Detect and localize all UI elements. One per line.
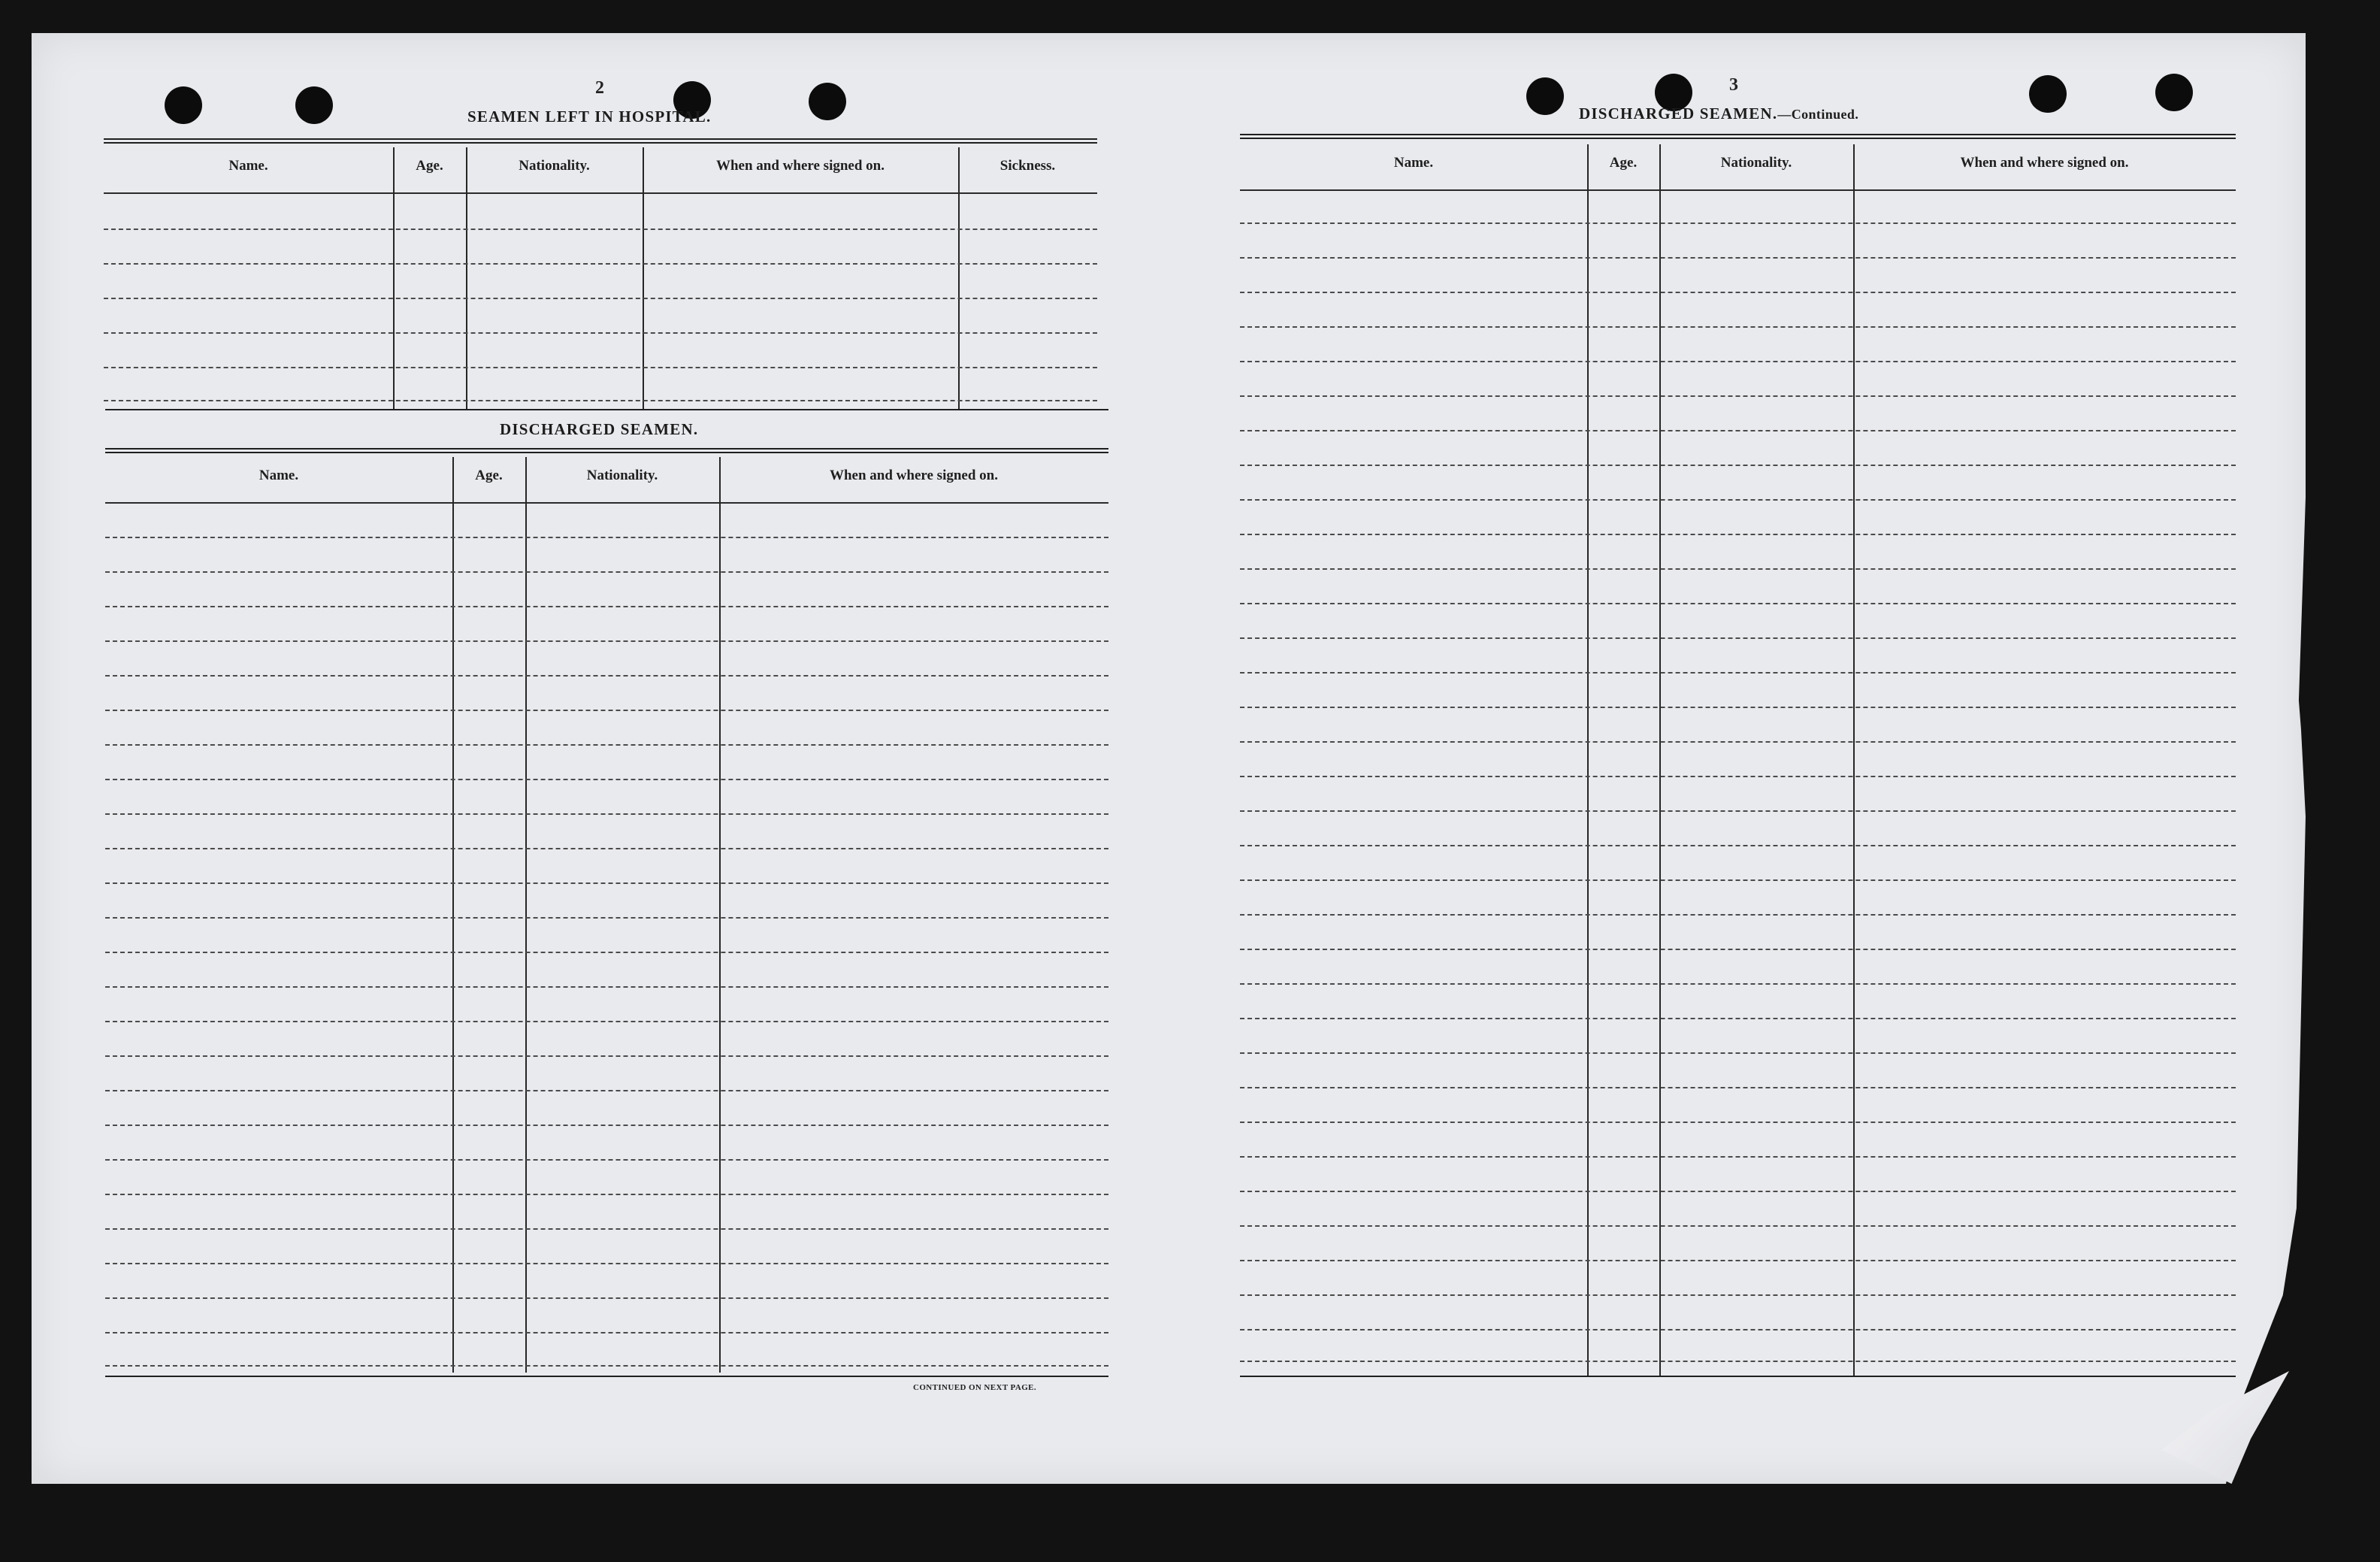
discharged-table: [105, 409, 1108, 1380]
entry-line: [105, 986, 1108, 988]
title-suffix: —Continued.: [1777, 107, 1859, 122]
entry-line: [1240, 222, 2236, 224]
entry-line: [105, 1263, 1108, 1264]
entry-line: [1240, 1122, 2236, 1123]
entry-line: [105, 1125, 1108, 1126]
entry-line: [1240, 1191, 2236, 1192]
entry-line: [104, 263, 1097, 265]
entry-line: [1240, 983, 2236, 985]
entry-line: [1240, 672, 2236, 674]
column-divider: [393, 147, 395, 410]
punch-hole: [2029, 75, 2067, 113]
entry-line: [105, 1021, 1108, 1022]
column-header-age: Age.: [416, 158, 443, 174]
header-rule: [105, 502, 1108, 504]
discharged-continued-table: [1240, 134, 2236, 1380]
column-divider: [958, 147, 960, 410]
column-header-name: Name.: [259, 468, 299, 483]
entry-line: [1240, 914, 2236, 916]
entry-line: [1240, 845, 2236, 846]
column-header-signed-on: When and where signed on.: [715, 158, 885, 174]
entry-line: [105, 1090, 1108, 1091]
entry-line: [1240, 1087, 2236, 1088]
column-header-signed-on: When and where signed on.: [1960, 155, 2129, 171]
entry-line: [105, 1055, 1108, 1057]
entry-line: [105, 848, 1108, 849]
entry-line: [1240, 741, 2236, 743]
column-divider: [452, 457, 454, 1373]
punch-hole: [295, 86, 333, 124]
punch-hole: [1526, 77, 1564, 115]
entry-line: [105, 710, 1108, 711]
column-divider: [1853, 144, 1855, 1377]
entry-line: [104, 400, 1097, 401]
table-bottom-rule: [1240, 1376, 2236, 1377]
entry-line: [105, 952, 1108, 953]
entry-line: [1240, 568, 2236, 570]
column-divider: [1659, 144, 1661, 1377]
discharged-section-title: DISCHARGED SEAMEN.: [500, 420, 699, 438]
header-rule: [104, 192, 1097, 194]
column-header-signed-on: When and where signed on.: [829, 468, 998, 483]
entry-line: [105, 1194, 1108, 1195]
entry-line: [104, 332, 1097, 334]
hospital-section-title: SEAMEN LEFT IN HOSPITAL.: [467, 107, 712, 126]
column-divider: [525, 457, 527, 1373]
punch-hole: [809, 83, 846, 120]
entry-line: [1240, 465, 2236, 466]
entry-line: [1240, 1225, 2236, 1227]
table-top-rule: [1240, 134, 2236, 139]
table-top-rule: [104, 138, 1097, 144]
column-header-name: Name.: [1393, 155, 1434, 171]
entry-line: [105, 744, 1108, 746]
entry-line: [1240, 1294, 2236, 1296]
column-header-sickness: Sickness.: [999, 158, 1056, 174]
entry-line: [1240, 395, 2236, 397]
section-divider-rule: [105, 409, 1108, 410]
entry-line: [105, 917, 1108, 919]
table-bottom-rule: [105, 1376, 1108, 1377]
column-header-nationality: Nationality.: [519, 158, 590, 174]
entry-line: [105, 882, 1108, 884]
header-rule: [1240, 189, 2236, 191]
column-header-nationality: Nationality.: [1720, 155, 1792, 171]
title-text: DISCHARGED SEAMEN.: [1579, 104, 1778, 123]
punch-hole: [2155, 74, 2193, 111]
entry-line: [1240, 1361, 2236, 1362]
entry-line: [105, 1332, 1108, 1333]
entry-line: [1240, 534, 2236, 535]
entry-line: [104, 298, 1097, 299]
entry-line: [105, 779, 1108, 780]
entry-line: [105, 606, 1108, 607]
column-header-age: Age.: [1609, 155, 1638, 171]
entry-line: [104, 367, 1097, 368]
entry-line: [1240, 1156, 2236, 1158]
entry-line: [1240, 603, 2236, 604]
entry-line: [1240, 257, 2236, 259]
hospital-table: [104, 138, 1097, 410]
entry-line: [1240, 1329, 2236, 1330]
continued-note: CONTINUED ON NEXT PAGE.: [913, 1383, 1037, 1392]
entry-line: [105, 1159, 1108, 1161]
entry-line: [1240, 361, 2236, 362]
entry-line: [1240, 430, 2236, 431]
entry-line: [1240, 326, 2236, 328]
entry-line: [105, 537, 1108, 538]
entry-line: [1240, 499, 2236, 501]
entry-line: [1240, 810, 2236, 812]
entry-line: [1240, 776, 2236, 777]
entry-line: [105, 675, 1108, 677]
entry-line: [105, 1365, 1108, 1367]
column-divider: [1587, 144, 1589, 1377]
entry-line: [1240, 879, 2236, 881]
column-header-name: Name.: [228, 158, 268, 174]
entry-line: [105, 571, 1108, 573]
column-header-nationality: Nationality.: [586, 468, 658, 483]
entry-line: [1240, 1260, 2236, 1261]
entry-line: [1240, 1018, 2236, 1019]
entry-line: [105, 640, 1108, 642]
entry-line: [105, 1297, 1108, 1299]
column-divider: [643, 147, 644, 410]
column-divider: [466, 147, 467, 410]
entry-line: [105, 1228, 1108, 1230]
discharged-continued-title: [1579, 104, 1858, 123]
entry-line: [104, 229, 1097, 230]
page-number-left: 2: [595, 78, 604, 98]
entry-line: [1240, 292, 2236, 293]
entry-line: [1240, 637, 2236, 639]
entry-line: [1240, 949, 2236, 950]
entry-line: [1240, 707, 2236, 708]
entry-line: [105, 813, 1108, 815]
column-divider: [719, 457, 721, 1373]
punch-hole: [165, 86, 202, 124]
table-top-rule: [105, 448, 1108, 453]
page-number-right: 3: [1729, 75, 1738, 95]
column-header-age: Age.: [475, 468, 503, 483]
entry-line: [1240, 1052, 2236, 1054]
